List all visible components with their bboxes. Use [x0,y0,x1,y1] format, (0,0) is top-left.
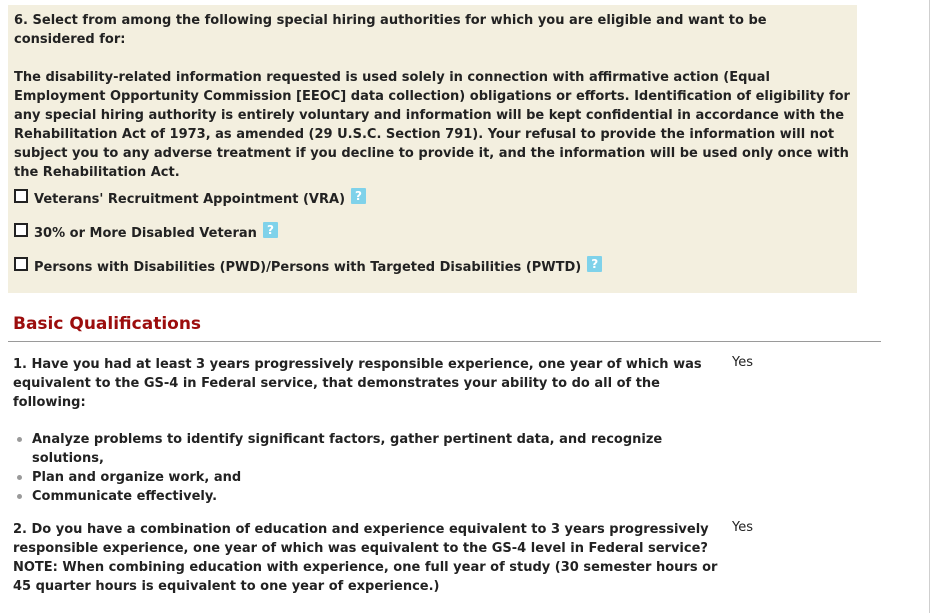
help-icon[interactable]: ? [587,256,602,272]
help-icon[interactable]: ? [351,188,366,204]
disabled-veteran-checkbox[interactable] [14,223,28,237]
disability-disclaimer: The disability-related information requested is used solely in connection with affirmative action (Equal Employment Opportunity Commission [EEOC] data collection) obligations or efforts. Identification of eligibility for any special hiring authority is entirely voluntary and information will be kept confidential in accordance with the Rehabilitation Act of 1973, as amended (29 U.S.C. Section 791). Your refusal to provide the information will not subject you to any adverse treatment if you decline to provide it, and the information will be used only once with the Rehabilitation Act. [14,70,850,180]
help-icon[interactable]: ? [263,222,278,238]
section-divider [8,341,881,342]
option-disabled-veteran [14,216,851,250]
qualification-answer-1: Yes [732,355,753,370]
special-hiring-authorities-panel [8,5,857,293]
vra-label: Veterans' Recruitment Appointment (VRA) [34,191,346,207]
option-pwd-pwtd [14,250,851,284]
vra-checkbox[interactable] [14,189,28,203]
pwd-pwtd-checkbox[interactable] [14,257,28,271]
list-item: Communicate effectively. [13,487,693,506]
disabled-veteran-label: 30% or More Disabled Veteran [34,225,257,241]
section-title-basic-qualifications: Basic Qualifications [13,314,202,334]
option-vra [14,182,851,216]
qualification-answer-2: Yes [732,520,753,535]
hiring-authority-question: 6. Select from among the following special hiring authorities for which you are eligible and want to be considered for: [14,13,767,47]
page-right-border [929,0,930,613]
pwd-pwtd-label: Persons with Disabilities (PWD)/Persons with Targeted Disabilities (PWTD) [34,259,582,275]
list-item: Plan and organize work, and [13,468,693,487]
qualification-question-2: 2. Do you have a combination of education and experience equivalent to 3 years progressively responsible experience, one year of which was equivalent to the GS-4 level in Federal service? NOTE: When combining education with experience, one full year of study (30 semester hours or 45 quarter hours is equivalent to one year of experience.) [13,522,718,594]
qualification-question-1: 1. Have you had at least 3 years progressively responsible experience, one year of which was equivalent to the GS-4 in Federal service, that demonstrates your ability to do all of the following: [13,357,702,410]
qualification-1-bullet-list [13,430,693,506]
list-item: Analyze problems to identify significant factors, gather pertinent data, and recognize solutions, [13,430,693,468]
